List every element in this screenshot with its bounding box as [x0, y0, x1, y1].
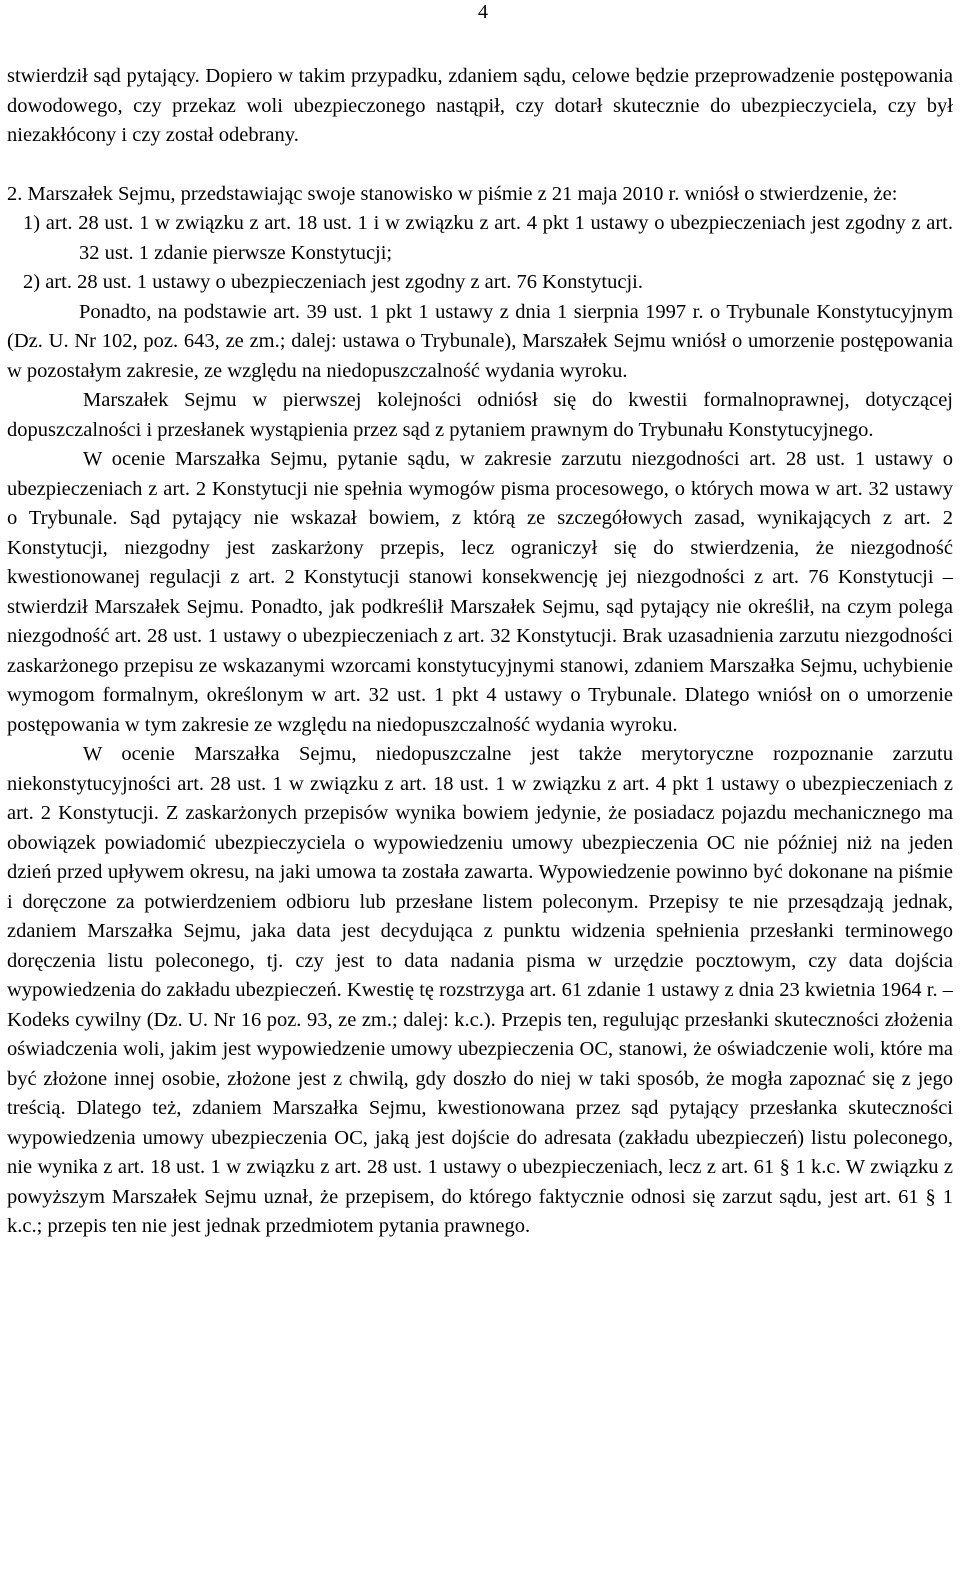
list-item-1: 1) art. 28 ust. 1 w związku z art. 18 ust. 1 i w związku z art. 4 pkt 1 ustawy o ubezpieczeniach jest zgodny z art. 32 ust. 1 zdanie pierwsze Konstytucji;: [23, 212, 953, 264]
paragraph-art-2-assessment: W ocenie Marszałka Sejmu, pytanie sądu, w zakresie zarzutu niezgodności art. 28 ust. 1 ustawy o ubezpieczeniach z art. 2 Konstytucji nie spełnia wymogów pisma procesowego, o których mowa w art. 32 ustawy o Trybunale. Sąd pytający nie wskazał bowiem, z którą ze szczegółowych zasad, wynikających z art. 2 Konstytucji, niezgodny jest zaskarżony przepis, lecz ograniczył się do stwierdzenia, że niezgodność kwestionowanej regulacji z art. 2 Konstytucji stanowi konsekwencję jej niezgodności z art. 76 Konstytucji – stwierdził Marszałek Sejmu. Ponadto, jak podkreślił Marszałek Sejmu, sąd pytający nie określił, na czym polega niezgodność art. 28 ust. 1 ustawy o ubezpieczeniach z art. 32 Konstytucji. Brak uzasadnienia zarzutu niezgodności zaskarżonego przepisu ze wskazanymi wzorcami konstytucyjnymi stanowi, zdaniem Marszałka Sejmu, uchybienie wymogom formalnym, określonym w art. 32 ust. 1 pkt 4 ustawy o Trybunale. Dlatego wniósł on o umorzenie postępowania w tym zakresie ze względu na niedopuszczalność wydania wyroku.: [7, 448, 953, 736]
page-number: 4: [478, 1, 488, 23]
paragraph-continuation: stwierdził sąd pytający. Dopiero w takim przypadku, zdaniem sądu, celowe będzie przeprowadzenie postępowania dowodowego, czy przekaz woli ubezpieczonego nastąpił, czy dotarł skutecznie do ubezpieczyciela, czy był niezakłócony i czy został odebrany.: [7, 65, 953, 146]
list-item-2: 2) art. 28 ust. 1 ustawy o ubezpieczeniach jest zgodny z art. 76 Konstytucji.: [23, 271, 643, 293]
paragraph-merits-assessment: W ocenie Marszałka Sejmu, niedopuszczalne jest także merytoryczne rozpoznanie zarzutu niekonstytucyjności art. 28 ust. 1 w związku z art. 18 ust. 1 w związku z art. 4 pkt 1 ustawy o ubezpieczeniach z art. 2 Konstytucji. Z zaskarżonych przepisów wynika bowiem jedynie, że posiadacz pojazdu mechanicznego ma obowiązek powiadomić ubezpieczyciela o wypowiedzeniu umowy ubezpieczenia OC nie później niż na jeden dzień przed upływem okresu, na jaki umowa ta została zawarta. Wypowiedzenie powinno być dokonane na piśmie i doręczone za potwierdzeniem odbioru lub przesłane listem poleconym. Przepisy te nie przesądzają jednak, zdaniem Marszałka Sejmu, jaka data jest decydująca z punktu widzenia spełnienia przesłanki terminowego doręczenia listu poleconego, tj. czy jest to data nadania pisma w urzędzie pocztowym, czy data dojścia wypowiedzenia do zakładu ubezpieczeń. Kwestię tę rozstrzyga art. 61 zdanie 1 ustawy z dnia 23 kwietnia 1964 r. – Kodeks cywilny (Dz. U. Nr 16 poz. 93, ze zm.; dalej: k.c.). Przepis ten, regulując przesłanki skuteczności złożenia oświadczenia woli, jakim jest wypowiedzenie umowy ubezpieczenia OC, stanowi, że oświadczenie woli, które ma być złożone innej osobie, złożone jest z chwilą, gdy doszło do niej w taki sposób, że mogła zapoznać się z jego treścią. Dlatego też, zdaniem Marszałka Sejmu, kwestionowana przez sąd pytający przesłanka skuteczności wypowiedzenia umowy ubezpieczenia OC, jaką jest dojście do adresata (zakładu ubezpieczeń) listu poleconego, nie wynika z art. 18 ust. 1 w związku z art. 28 ust. 1 ustawy o ubezpieczeniach, lecz z art. 61 § 1 k.c. W związku z powyższym Marszałek Sejmu uznał, że przepisem, do którego faktycznie odnosi się zarzut sądu, jest art. 61 § 1 k.c.; przepis ten nie jest jednak przedmiotem pytania prawnego.: [7, 743, 953, 1237]
paragraph-formal-issue: Marszałek Sejmu w pierwszej kolejności odniósł się do kwestii formalnoprawnej, dotyczącej dopuszczalności i przesłanek wystąpienia przez sąd z pytaniem prawnym do Trybunału Konstytucyjnego.: [7, 389, 953, 441]
document-body: [7, 62, 953, 1242]
paragraph-ponadto: Ponadto, na podstawie art. 39 ust. 1 pkt 1 ustawy z dnia 1 sierpnia 1997 r. o Trybunale Konstytucyjnym (Dz. U. Nr 102, poz. 643, ze zm.; dalej: ustawa o Trybunale), Marszałek Sejmu wniósł o umorzenie postępowania w pozostałym zakresie, ze względu na niedopuszczalność wydania wyroku.: [7, 300, 953, 382]
section-2-intro: 2. Marszałek Sejmu, przedstawiając swoje stanowisko w piśmie z 21 maja 2010 r. wniósł o stwierdzenie, że:: [7, 182, 898, 205]
